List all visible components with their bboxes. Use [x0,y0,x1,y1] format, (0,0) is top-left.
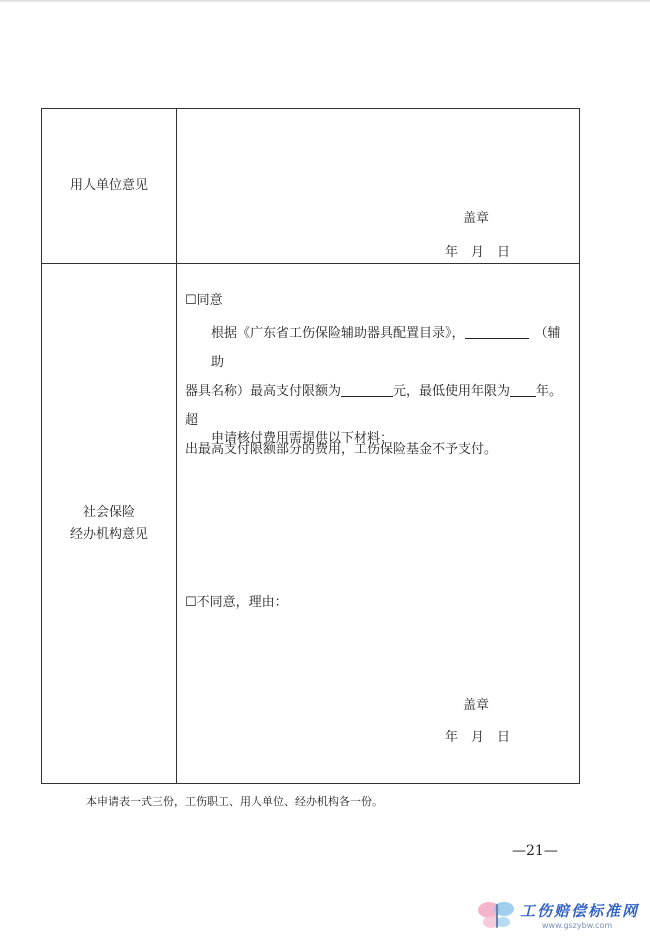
agency-opinion-label-line2: 经办机构意见 [69,526,148,542]
approval-form-table [41,108,580,784]
employer-opinion-label: 用人单位意见 [69,178,148,193]
page-number: —21— [512,843,558,859]
watermark-text: 工伤赔偿标准网 [520,902,640,920]
employer-opinion-label-cell [42,109,177,263]
disagree-checkbox[interactable]: ☐ [185,595,197,610]
employer-seal-label: 盖章 [463,211,490,226]
device-name-blank[interactable] [465,324,529,339]
site-watermark [476,896,646,934]
scan-edge [0,0,650,3]
max-payment-blank[interactable] [341,382,393,397]
watermark-url: www.gszybw.com [542,921,613,930]
employer-opinion-row [42,109,579,264]
agency-opinion-label-cell [42,264,177,783]
agency-opinion-row [42,264,579,783]
agency-opinion-label-line1: 社会保险 [82,504,135,520]
agree-label: 同意 [196,293,223,308]
disagree-label: 不同意，理由： [196,595,288,610]
agree-paragraph-line3: 出最高支付限额部分的费用，工伤保险基金不予支付。 [185,442,498,457]
form-footnote: 本申请表一式三份，工伤职工、用人单位、经办机构各一份。 [86,795,383,808]
employer-date-label: 年 月 日 [445,245,511,260]
disagree-option [185,588,569,617]
agency-seal-label: 盖章 [463,698,490,713]
agency-opinion-content-cell [177,264,579,783]
agree-paragraph-line1: 根据《广东省工伤保险辅助器具配置目录》， （辅助 [211,326,561,370]
agency-date-label: 年 月 日 [445,730,511,745]
min-years-blank[interactable] [510,382,536,397]
agree-paragraph-line2: 器具名称）最高支付限额为 元，最低使用年限为 年。超 [185,384,563,428]
employer-opinion-content-cell [177,109,579,263]
watermark-butterfly-logo [476,896,518,932]
agree-checkbox[interactable]: ☐ [185,293,197,308]
materials-note: 申请核付费用需提供以下材料： [211,431,394,446]
agree-option [185,286,569,315]
